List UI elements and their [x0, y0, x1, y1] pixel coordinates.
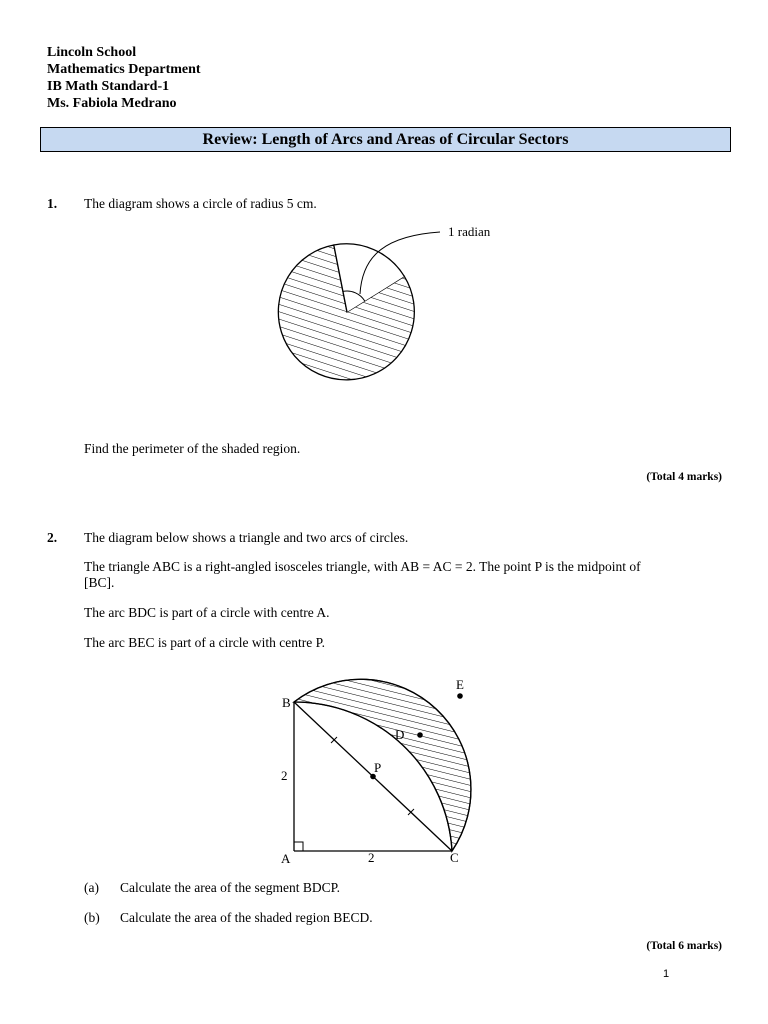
q2-number: 2. [47, 530, 58, 545]
point-d-label: D [395, 727, 405, 742]
worksheet-title [40, 127, 731, 152]
point-b-label: B [282, 695, 291, 710]
q1-task: Find the perimeter of the shaded region. [84, 441, 301, 456]
teacher-name: Ms. Fabiola Medrano [47, 96, 177, 111]
q2-part-b-label: (b) [84, 910, 100, 925]
q1-radian-label: 1 radian [448, 224, 491, 239]
q2-line1: The triangle ABC is a right-angled isosceles triangle, with AB = AC = 2. The point P is the midpoint of [84, 559, 641, 574]
point-a-label: A [281, 851, 291, 866]
q2-line2: The arc BDC is part of a circle with centre A. [84, 605, 330, 620]
point-e-label: E [456, 677, 464, 692]
header-block [47, 44, 201, 112]
q1-statement: The diagram shows a circle of radius 5 cm. [84, 196, 317, 211]
q1-marks: (Total 4 marks) [646, 471, 722, 483]
department-name: Mathematics Department [47, 62, 201, 77]
q2-part-a: Calculate the area of the segment BDCP. [120, 880, 341, 895]
point-p-label: P [374, 760, 382, 775]
q2-part-a-label: (a) [84, 880, 99, 895]
side-ab-label: 2 [281, 768, 288, 783]
school-name: Lincoln School [47, 45, 137, 60]
course-name: IB Math Standard-1 [47, 79, 170, 94]
q2-intro: The diagram below shows a triangle and two arcs of circles. [84, 530, 409, 545]
q1-number: 1. [47, 196, 58, 211]
q2-triangle-diagram [270, 660, 500, 865]
worksheet-title-text: Review: Length of Arcs and Areas of Circular Sectors [202, 130, 569, 148]
q2-line3: The arc BEC is part of a circle with centre P. [84, 635, 326, 650]
q2-marks: (Total 6 marks) [646, 940, 722, 952]
point-c-label: C [450, 850, 459, 865]
page-number: 1 [663, 968, 670, 980]
q1-circle-diagram [270, 222, 500, 382]
q2-line1b: [BC]. [84, 575, 115, 590]
q2-part-b: Calculate the area of the shaded region BECD. [120, 910, 373, 925]
side-ac-label: 2 [368, 850, 375, 865]
